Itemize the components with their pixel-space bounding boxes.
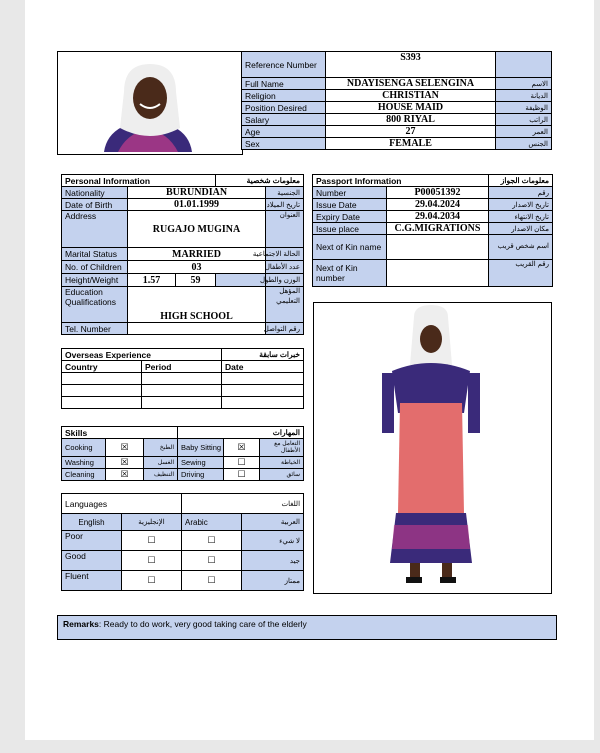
education-arabic: المؤهل التعليمي [266,287,304,323]
full-body-photo [313,302,552,594]
skill-checkbox[interactable]: ☒ [106,469,144,481]
passport-number-value: P00051392 [387,187,489,199]
overseas-col-date: Date [222,361,304,373]
header-row-reference [242,52,552,78]
tel-arabic: رقم التواصل [266,323,304,335]
header-row-sex [242,138,552,150]
table-row [62,397,304,409]
age-value: 27 [326,126,496,138]
skill-arabic: التعامل مع الأطفال [260,439,304,457]
passport-title: Passport Information [313,175,489,187]
position-label: Position Desired [242,102,326,114]
kin-name-label: Next of Kin name [313,235,387,260]
skills-title-arabic: المهارات [178,427,304,439]
skill-checkbox[interactable]: ☐ [224,469,260,481]
overseas-title-arabic: خبرات سابقة [222,349,304,361]
skill-checkbox[interactable]: ☒ [224,439,260,457]
english-checkbox[interactable]: ☐ [122,571,182,591]
language-level-label: Poor [62,531,122,551]
skills-row [62,469,304,481]
language-arabic-label: Arabic [182,514,242,531]
salary-label: Salary [242,114,326,126]
skill-checkbox[interactable]: ☒ [106,439,144,457]
salary-arabic: الراتب [496,114,552,126]
children-label: No. of Children [62,261,128,274]
religion-value: CHRISTIAN [326,90,496,102]
fullname-label: Full Name [242,78,326,90]
age-label: Age [242,126,326,138]
cv-page [25,0,594,740]
portrait-photo [57,51,243,155]
language-level-arabic: ممتاز [242,571,304,591]
expiry-date-value: 29.04.2034 [387,211,489,223]
nationality-label: Nationality [62,187,128,199]
languages-title: Languages [62,494,182,514]
skill-arabic: الغسل [144,457,178,469]
language-row [62,551,304,571]
children-arabic: عدد الأطفال [266,261,304,274]
skill-arabic: التنظيف [144,469,178,481]
reference-label: Reference Number [242,52,326,78]
position-arabic: الوظيفة [496,102,552,114]
address-arabic: العنوان [266,211,304,248]
salary-value: 800 RIYAL [326,114,496,126]
weight-value: 59 [176,274,216,287]
skill-label: Baby Sitting [178,439,224,457]
skills-table [61,426,304,481]
skill-arabic: الخياطة [260,457,304,469]
children-value: 03 [128,261,266,274]
issue-place-value: C.G.MIGRATIONS [387,223,489,235]
passport-info-table [312,174,553,287]
education-label: Education Qualifications [62,287,128,323]
position-value: HOUSE MAID [326,102,496,114]
personal-title-arabic: معلومات شخصية [216,175,304,187]
remarks-label: Remarks [63,619,99,629]
marital-arabic: الحالة الاجتماعية [266,248,304,261]
marital-label: Marital Status [62,248,128,261]
passport-number-label: Number [313,187,387,199]
skill-label: Washing [62,457,106,469]
skill-label: Sewing [178,457,224,469]
kin-number-label: Next of Kin number [313,260,387,287]
header-row-age [242,126,552,138]
kin-number-arabic: رقم القريب [489,260,553,287]
fullname-value: NDAYISENGA SELENGINA [326,78,496,90]
overseas-col-period: Period [142,361,222,373]
fullname-arabic: الاسم [496,78,552,90]
skill-label: Driving [178,469,224,481]
skill-checkbox[interactable]: ☒ [106,457,144,469]
language-row [62,571,304,591]
kin-name-arabic: اسم شخص قريب [489,235,553,260]
header-row-salary [242,114,552,126]
portrait-image [58,52,242,154]
skill-label: Cooking [62,439,106,457]
issue-date-arabic: تاريخ الاصدار [489,199,553,211]
address-label: Address [62,211,128,248]
expiry-date-arabic: تاريخ الانتهاء [489,211,553,223]
kin-name-value [387,235,489,260]
marital-value: MARRIED [128,248,266,261]
address-value: RUGAJO MUGINA [128,211,266,248]
nationality-value: BURUNDIAN [128,187,266,199]
kin-number-value [387,260,489,287]
sex-label: Sex [242,138,326,150]
personal-title: Personal Information [62,175,216,187]
language-level-arabic: لا شيء [242,531,304,551]
expiry-date-label: Expiry Date [313,211,387,223]
table-row [62,385,304,397]
education-value: HIGH SCHOOL [128,287,266,323]
arabic-checkbox[interactable]: ☐ [182,551,242,571]
header-row-fullname [242,78,552,90]
sex-arabic: الجنس [496,138,552,150]
skill-checkbox[interactable]: ☐ [224,457,260,469]
language-level-arabic: جيد [242,551,304,571]
header-row-religion [242,90,552,102]
remarks-box [57,615,557,640]
full-body-image [314,303,551,593]
reference-value: S393 [326,52,496,78]
skills-row [62,457,304,469]
nationality-arabic: الجنسية [266,187,304,199]
passport-title-arabic: معلومات الجواز [489,175,553,187]
issue-date-label: Issue Date [313,199,387,211]
issue-place-arabic: مكان الاصدار [489,223,553,235]
languages-table [61,493,304,591]
height-value: 1.57 [128,274,176,287]
skills-title: Skills [62,427,178,439]
religion-label: Religion [242,90,326,102]
header-table [241,51,552,150]
height-weight-label: Height/Weight [62,274,128,287]
religion-arabic: الديانة [496,90,552,102]
skill-arabic: الطبخ [144,439,178,457]
dob-label: Date of Birth [62,199,128,211]
overseas-table [61,348,304,409]
passport-number-arabic: رقم [489,187,553,199]
age-arabic: العمر [496,126,552,138]
skill-arabic: سائق [260,469,304,481]
language-level-label: Fluent [62,571,122,591]
overseas-title: Overseas Experience [62,349,222,361]
arabic-checkbox[interactable]: ☐ [182,531,242,551]
skill-label: Cleaning [62,469,106,481]
skills-row [62,439,304,457]
dob-value: 01.01.1999 [128,199,266,211]
remarks-text: : Ready to do work, very good taking care of the elderly [98,619,307,629]
header-row-position [242,102,552,114]
table-row [62,373,304,385]
language-row [62,531,304,551]
tel-value [128,323,266,335]
reference-arabic [496,52,552,78]
height-weight-arabic: الوزن والطول [266,274,304,287]
english-checkbox[interactable]: ☐ [122,531,182,551]
language-english-arabic: الإنجليزية [122,514,182,531]
language-level-label: Good [62,551,122,571]
language-english-label: English [62,514,122,531]
tel-label: Tel. Number [62,323,128,335]
issue-date-value: 29.04.2024 [387,199,489,211]
overseas-col-country: Country [62,361,142,373]
sex-value: FEMALE [326,138,496,150]
dob-arabic: تاريخ الميلاد [266,199,304,211]
english-checkbox[interactable]: ☐ [122,551,182,571]
languages-title-arabic: اللغات [182,494,304,514]
language-arabic-arabic: العربية [242,514,304,531]
personal-info-table [61,174,304,335]
issue-place-label: Issue place [313,223,387,235]
arabic-checkbox[interactable]: ☐ [182,571,242,591]
